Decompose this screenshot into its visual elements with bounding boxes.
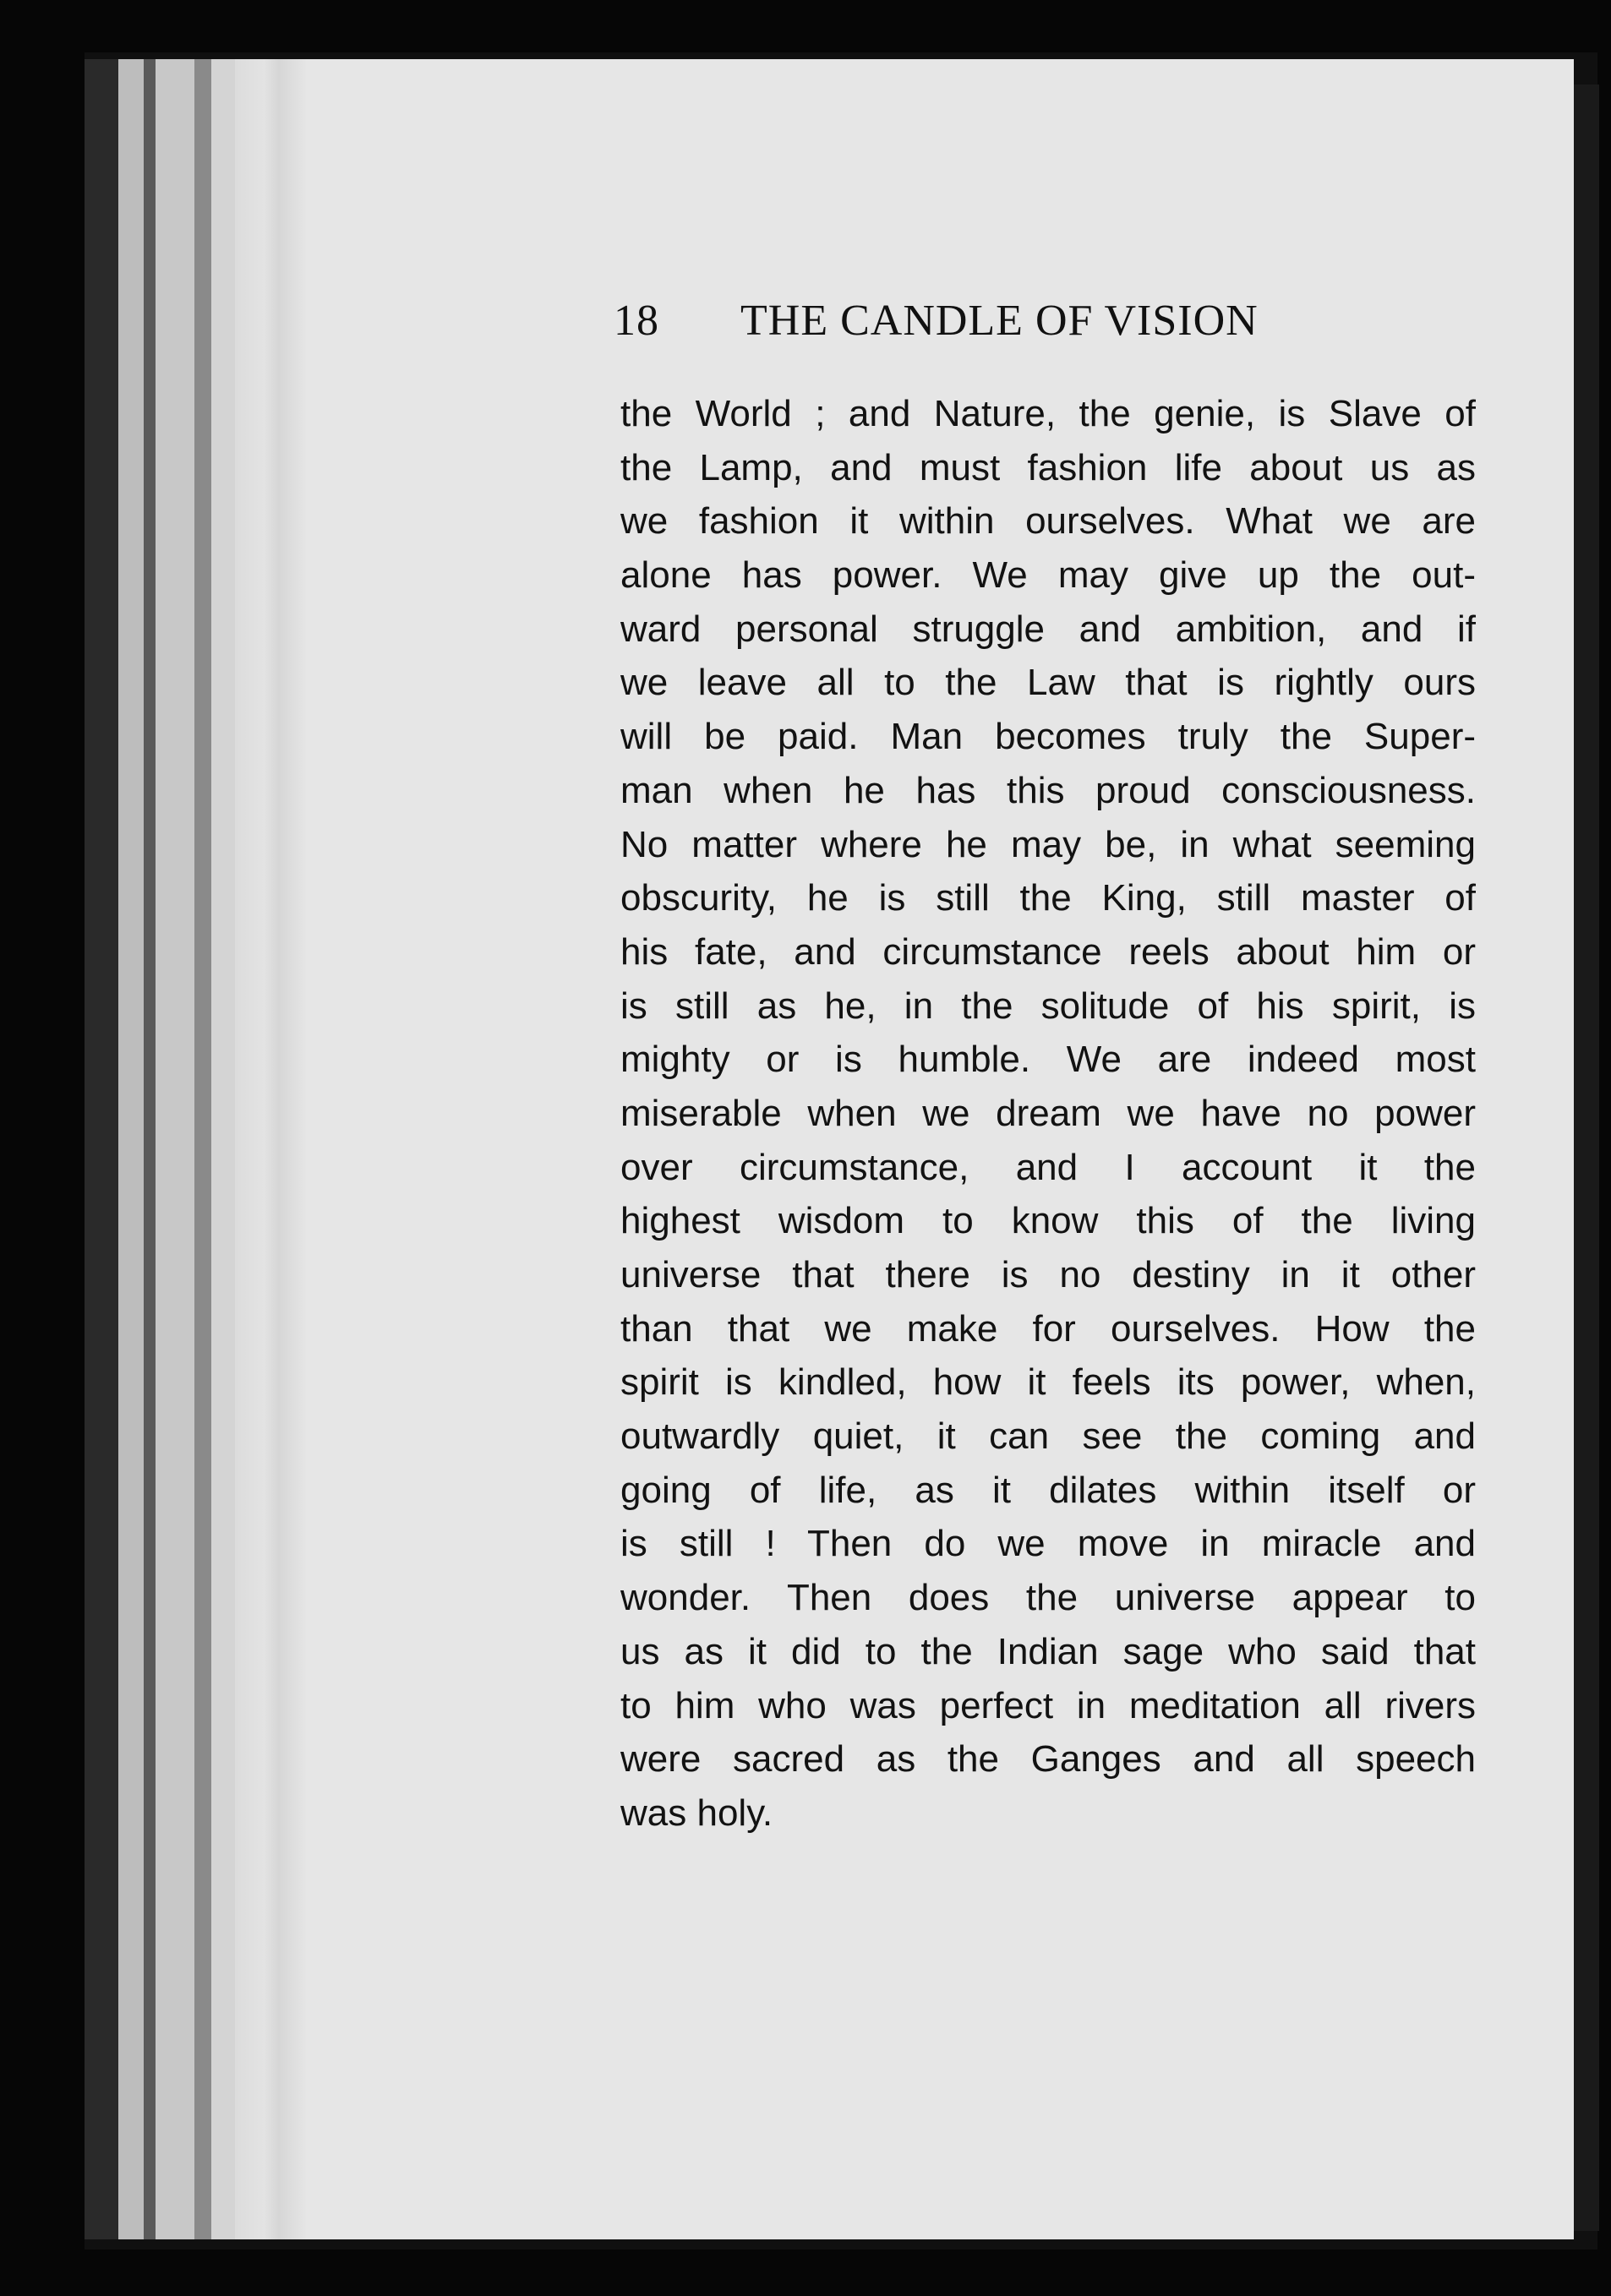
spine-edge: [85, 59, 118, 2239]
text-line: spirit is kindled, how it feels its power, when,: [620, 1361, 1476, 1404]
text-line: is still as he, in the solitude of his spirit, is: [620, 984, 1476, 1027]
text-line: we leave all to the Law that is rightly ours: [620, 662, 1476, 704]
text-line: alone has power. We may give up the out-: [620, 554, 1476, 597]
body-text: [620, 387, 1476, 1841]
text-line: going of life, as it dilates within itself or: [620, 1469, 1476, 1511]
text-line: us as it did to the Indian sage who said that: [620, 1630, 1476, 1672]
text-line: over circumstance, and I account it the: [620, 1146, 1476, 1188]
spine-edge: [156, 59, 194, 2239]
spine-edge: [211, 59, 235, 2239]
text-line: to him who was perfect in meditation all rivers: [620, 1684, 1476, 1726]
text-line: his fate, and circumstance reels about him or: [620, 930, 1476, 973]
text-line: we fashion it within ourselves. What we are: [620, 500, 1476, 543]
page-gutter: [235, 59, 308, 2239]
running-head: [614, 296, 1425, 355]
text-line: will be paid. Man becomes truly the Super-: [620, 716, 1476, 758]
text-line: the Lamp, and must fashion life about us as: [620, 446, 1476, 488]
running-title: THE CANDLE OF VISION: [740, 297, 1259, 345]
text-line: is still ! Then do we move in miracle and: [620, 1523, 1476, 1565]
text-line: obscurity, he is still the King, still master of: [620, 877, 1476, 919]
text-line: outwardly quiet, it can see the coming and: [620, 1415, 1476, 1458]
text-line: was holy.: [620, 1792, 773, 1834]
page-number: 18: [614, 297, 659, 345]
text-line: highest wisdom to know this of the living: [620, 1200, 1476, 1242]
text-line: man when he has this proud consciousness.: [620, 769, 1476, 811]
spine-edge: [144, 59, 156, 2239]
text-line: than that we make for ourselves. How the: [620, 1307, 1476, 1350]
page-right-edge: [1574, 85, 1599, 2231]
text-line: were sacred as the Ganges and all speech: [620, 1738, 1476, 1781]
spine-edge: [194, 59, 211, 2239]
text-line: No matter where he may be, in what seeming: [620, 823, 1476, 865]
text-line: wonder. Then does the universe appear to: [620, 1577, 1476, 1619]
text-line: ward personal struggle and ambition, and if: [620, 608, 1476, 650]
spine-edge: [118, 59, 144, 2239]
text-line: mighty or is humble. We are indeed most: [620, 1039, 1476, 1081]
text-line: miserable when we dream we have no power: [620, 1092, 1476, 1134]
text-line: universe that there is no destiny in it other: [620, 1254, 1476, 1295]
text-line: the World ; and Nature, the genie, is Slave of: [620, 393, 1476, 434]
